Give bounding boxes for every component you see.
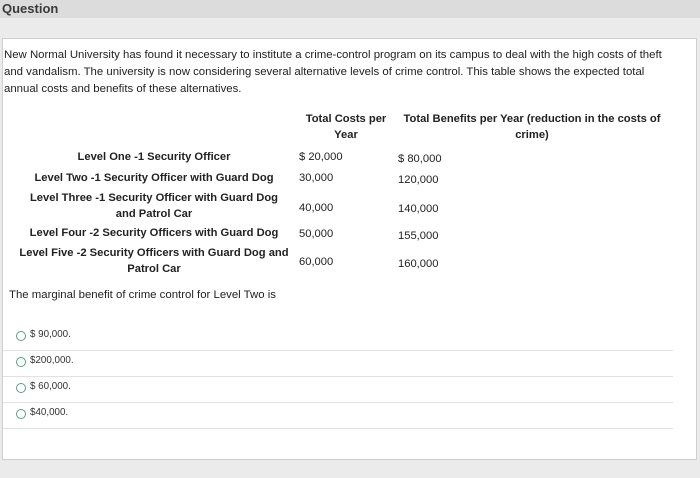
row-level-label: Level Five -2 Security Officers with Guard Dog and Patrol Car [19,247,289,275]
row-cost: 50,000 [299,228,334,240]
radio-button[interactable] [16,357,26,367]
header-partial-title: Question [2,1,59,16]
answer-option-label: $ 90,000. [30,329,71,340]
row-cost: $ 20,000 [299,151,343,163]
column-header-costs: Total Costs per Year [305,113,387,141]
answer-option[interactable] [3,324,673,351]
cost-benefit-table [3,111,696,281]
row-benefit: 140,000 [398,203,439,215]
answer-option-label: $200,000. [30,355,74,366]
radio-button[interactable] [16,331,26,341]
column-header-benefits: Total Benefits per Year (reduction in the costs of crime) [403,113,661,141]
answer-option-label: $ 60,000. [30,381,71,392]
radio-button[interactable] [16,383,26,393]
question-ask: The marginal benefit of crime control for Level Two is [9,289,276,301]
row-benefit: $ 80,000 [398,153,442,165]
row-cost: 40,000 [299,202,334,214]
row-benefit: 120,000 [398,174,439,186]
row-cost: 30,000 [299,172,334,184]
answer-option[interactable] [3,402,673,429]
row-level-label: Level Four -2 Security Officers with Guard Dog [29,227,279,239]
answer-option-label: $40,000. [30,407,69,418]
row-cost: 60,000 [299,256,334,268]
row-benefit: 155,000 [398,230,439,242]
row-level-label: Level Three -1 Security Officer with Guard Dog and Patrol Car [29,192,279,220]
answer-option[interactable] [3,350,673,377]
radio-button[interactable] [16,409,26,419]
question-prompt: New Normal University has found it necessary to institute a crime-control program on its campus to deal with the high costs of theft and vandalism. The university is now considering several alternative levels of crime control. This table shows the expected total annual costs and benefits of these alternatives. [4,49,662,95]
row-benefit: 160,000 [398,258,439,270]
row-level-label: Level One -1 Security Officer [77,151,231,163]
question-card [2,38,697,460]
row-level-label: Level Two -1 Security Officer with Guard Dog [34,172,274,184]
answer-option[interactable] [3,376,673,403]
top-bar [0,0,700,18]
